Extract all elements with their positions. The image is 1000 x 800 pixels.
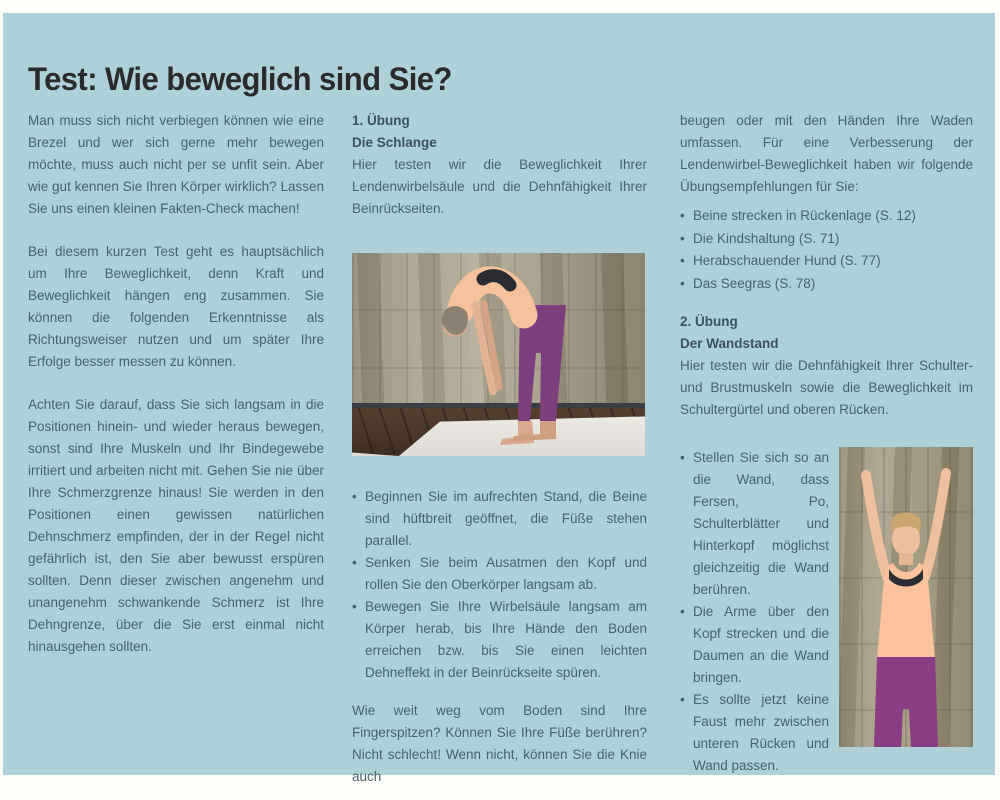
photo-die-schlange xyxy=(352,253,645,456)
column-exercise-1 xyxy=(352,110,647,788)
left-arm xyxy=(866,475,887,577)
figure-arms-raised xyxy=(839,447,973,747)
step-item: • Bewegen Sie Ihre Wirbelsäule langsam am Körper herab, bis Ihre Hände den Boden erreichen bzw. bis Sie einen leichten Dehneffekt in der Beinrückseite spüren. xyxy=(352,596,647,684)
exercise-1-steps xyxy=(352,486,647,684)
intro-paragraph-2: Bei diesem kurzen Test geht es hauptsächlich um Ihre Beweglichkeit, denn Kraft und Beweglichkeit hängen eng zusammen. Sie können die folgenden Erkenntnisse als Richtungsweiser nutzen und um später Ihre Erfolge besser messen zu können. xyxy=(28,244,324,369)
recommendation-item: • Beine strecken in Rückenlage (S. 12) xyxy=(680,205,973,228)
exercise-1-number: 1. Übung xyxy=(352,113,410,128)
book-page xyxy=(3,13,995,784)
recommendation-item: • Das Seegras (S. 78) xyxy=(680,273,973,296)
step-item: • Die Arme über den Kopf strecken und die Daumen an die Wand bringen. xyxy=(680,601,829,689)
exercise-1-intro: Hier testen wir die Beweglichkeit Ihrer Lendenwirbelsäule und die Dehnfähigkeit Ihrer Beinrückseiten. xyxy=(352,157,647,216)
step-item: • Beginnen Sie im aufrechten Stand, die Beine sind hüftbreit geöffnet, die Füße stehen parallel. xyxy=(352,486,647,552)
intro-paragraph-3: Achten Sie darauf, dass Sie sich langsam in die Positionen hinein- und wieder heraus bewegen, sonst sind Ihre Muskeln und Ihr Bindegewebe irritiert und arbeiten nicht mit. Gehen Sie nie über Ihre Schmerzgrenze hinaus! Sie werden in den Positionen einen gewissen natürlichen Dehnschmerz empfinden, der in der Regel nicht gefährlich ist, den Sie aber bewusst erspüren sollten. Denn dieser zwischen angenehm und unangenehm schwankende Schmerz ist Ihre Dehngrenze, über die Sie erst einmal nicht hinausgehen sollten. xyxy=(28,397,324,654)
column-exercise-2 xyxy=(680,110,973,777)
exercise-2-name: Der Wandstand xyxy=(680,336,779,351)
page-title: Test: Wie beweglich sind Sie? xyxy=(28,61,452,97)
tank-top xyxy=(877,563,935,659)
leggings xyxy=(874,657,938,747)
intro-paragraph-1: Man muss sich nicht verbiegen können wie eine Brezel und wer sich gerne mehr bewegen möchte, muss auch nicht per se unfit sein. Aber wie gut kennen Sie Ihren Körper wirklich? Lassen Sie uns einen kleinen Fakten-Check machen! xyxy=(28,113,324,216)
neck xyxy=(899,553,913,565)
step-item: • Stellen Sie sich so an die Wand, dass Fersen, Po, Schulterblätter und Hinterkopf möglichst gleichzeitig die Wand berühren. xyxy=(680,447,829,601)
exercise-1-name: Die Schlange xyxy=(352,135,437,150)
exercise-1-continuation: beugen oder mit den Händen Ihre Waden umfassen. Für eine Verbesserung der Lendenwirbel-Beweglichkeit haben wir folgende Übungsempfehlungen für Sie: xyxy=(680,113,973,194)
exercise-2-bottom-row xyxy=(680,447,973,777)
photo-der-wandstand xyxy=(839,447,973,747)
recommendation-item: • Die Kindshaltung (S. 71) xyxy=(680,228,973,251)
exercise-1-outro: Wie weit weg vom Boden sind Ihre Fingerspitzen? Können Sie Ihre Füße berühren? Nicht schlecht! Wenn nicht, können Sie die Knie auch xyxy=(352,703,647,784)
exercise-2-number: 2. Übung xyxy=(680,314,738,329)
exercise-2-steps xyxy=(680,447,829,777)
front-foot xyxy=(500,421,534,445)
right-arm xyxy=(925,473,946,577)
figure-forward-fold xyxy=(352,253,645,456)
step-item: • Senken Sie beim Ausatmen den Kopf und rollen Sie den Oberkörper langsam ab. xyxy=(352,552,647,596)
exercise-2-intro: Hier testen wir die Dehnfähigkeit Ihrer Schulter- und Brustmuskeln sowie die Beweglichkeit im Schultergürtel und oberen Rücken. xyxy=(680,358,973,417)
column-intro xyxy=(28,110,324,679)
recommendation-item: • Herabschauender Hund (S. 77) xyxy=(680,250,973,273)
recommendation-list xyxy=(680,205,973,295)
step-item: • Es sollte jetzt keine Faust mehr zwischen unteren Rücken und Wand passen. xyxy=(680,689,829,777)
